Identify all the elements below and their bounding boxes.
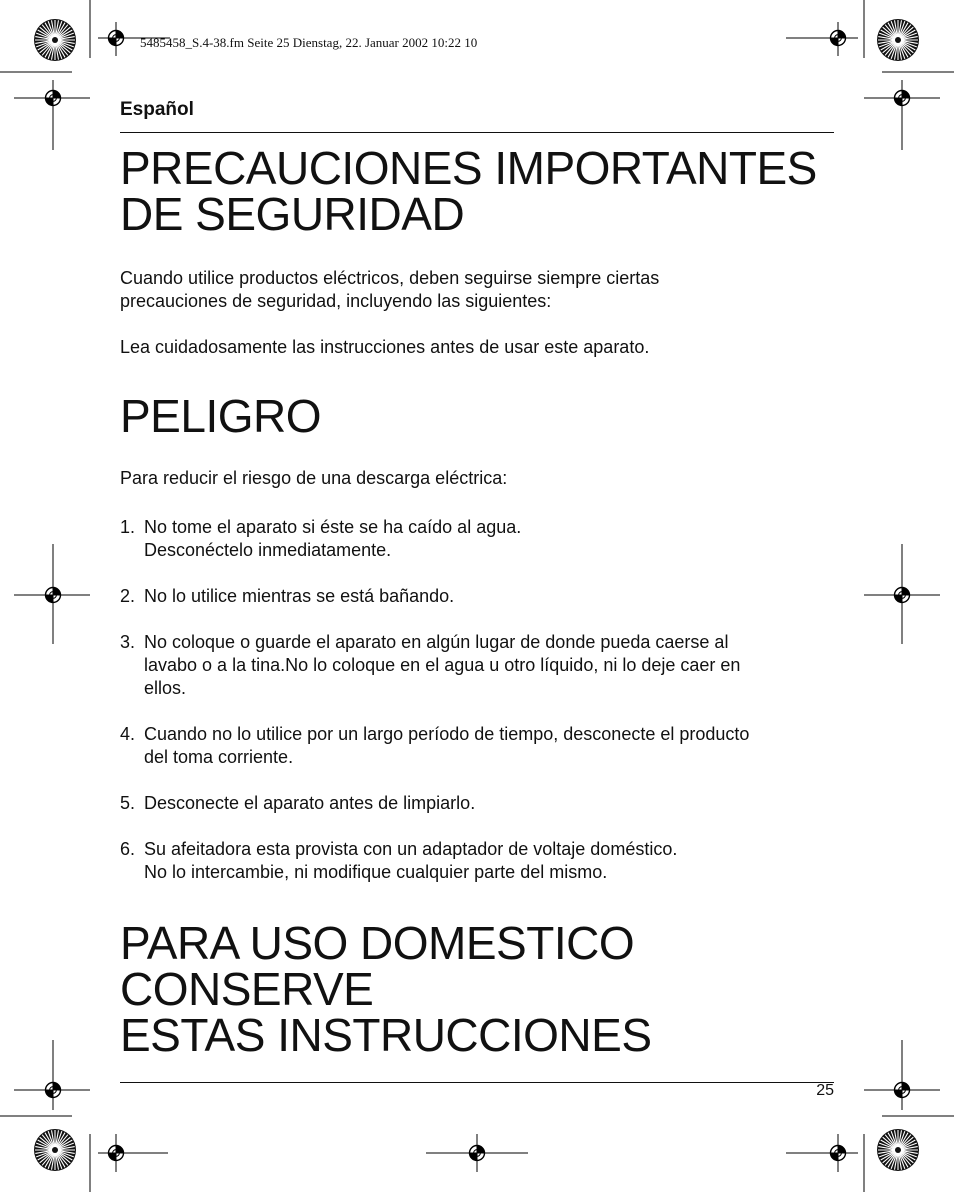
title-safety-precautions bbox=[120, 142, 834, 240]
text-line: No lo intercambie, ni modifique cualquier parte del mismo. bbox=[144, 862, 608, 882]
danger-intro: Para reducir el riesgo de una descarga eléctrica: bbox=[120, 468, 508, 488]
page-number: 25 bbox=[816, 1082, 834, 1099]
text-line: Desconéctelo inmediatamente. bbox=[144, 540, 392, 560]
list-item-number: 4. bbox=[120, 724, 136, 744]
list-item-text bbox=[144, 516, 834, 562]
text-line: Su afeitadora esta provista con un adaptador de voltaje doméstico. bbox=[144, 839, 678, 859]
list-item-text bbox=[144, 723, 834, 769]
list-item-number: 1. bbox=[120, 517, 136, 537]
intro-paragraph bbox=[120, 267, 834, 313]
title-line: PARA USO DOMESTICO bbox=[120, 917, 635, 969]
title-line: DE SEGURIDAD bbox=[120, 188, 465, 240]
list-item bbox=[120, 723, 834, 769]
title-line: CONSERVE bbox=[120, 963, 374, 1015]
text-line: del toma corriente. bbox=[144, 747, 294, 767]
list-item bbox=[120, 838, 834, 884]
list-item-text bbox=[144, 631, 834, 700]
list-item-number: 2. bbox=[120, 586, 136, 606]
list-item bbox=[120, 792, 834, 815]
list-item bbox=[120, 631, 834, 700]
list-item-text bbox=[144, 838, 834, 884]
title-line: ESTAS INSTRUCCIONES bbox=[120, 1009, 652, 1061]
title-household-use bbox=[120, 917, 834, 1061]
text-line: Cuando utilice productos eléctricos, deben seguirse siempre ciertas bbox=[120, 268, 660, 288]
text-line: No tome el aparato si éste se ha caído al agua. bbox=[144, 517, 522, 537]
print-slug: 5485458_S.4-38.fm Seite 25 Dienstag, 22. Januar 2002 10:22 10 bbox=[140, 35, 478, 50]
header-rule bbox=[120, 132, 834, 133]
text-line: Cuando no lo utilice por un largo período de tiempo, desconecte el producto bbox=[144, 724, 750, 744]
title-danger: PELIGRO bbox=[120, 390, 322, 442]
list-item-number: 6. bbox=[120, 839, 136, 859]
text-line: ellos. bbox=[144, 678, 187, 698]
footer-rule bbox=[120, 1082, 834, 1083]
title-line: PRECAUCIONES IMPORTANTES bbox=[120, 142, 817, 194]
list-item-number: 5. bbox=[120, 793, 136, 813]
text-line: No coloque o guarde el aparato en algún lugar de donde pueda caerse al bbox=[144, 632, 729, 652]
text-line: precauciones de seguridad, incluyendo las siguientes: bbox=[120, 291, 552, 311]
language-label: Español bbox=[120, 99, 194, 120]
list-item bbox=[120, 585, 834, 608]
list-item-number: 3. bbox=[120, 632, 136, 652]
list-item-text bbox=[144, 792, 834, 815]
danger-list bbox=[120, 516, 834, 884]
list-item bbox=[120, 516, 834, 562]
text-line: Desconecte el aparato antes de limpiarlo. bbox=[144, 793, 476, 813]
text-line: lavabo o a la tina.No lo coloque en el agua u otro líquido, ni lo deje caer en bbox=[144, 655, 741, 675]
text-line: No lo utilice mientras se está bañando. bbox=[144, 586, 455, 606]
read-instructions-paragraph: Lea cuidadosamente las instrucciones antes de usar este aparato. bbox=[120, 337, 650, 357]
list-item-text bbox=[144, 585, 834, 608]
page-content bbox=[120, 96, 834, 1083]
